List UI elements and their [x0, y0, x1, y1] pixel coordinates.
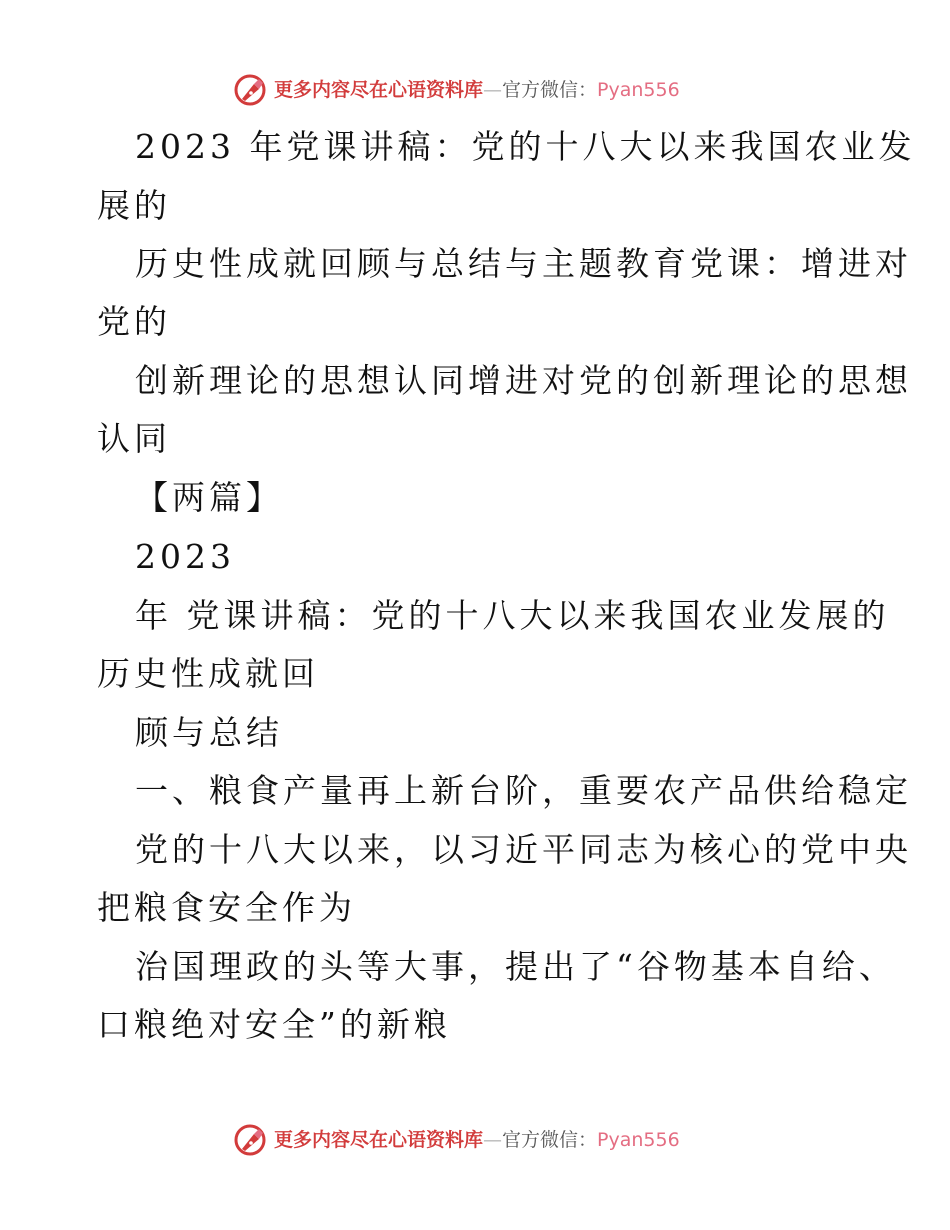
header-banner-main: 更多内容尽在心语资料库: [274, 79, 484, 101]
text-line: 治国理政的头等大事，提出了“谷物基本自给、: [135, 947, 896, 986]
text-line: 认同: [97, 419, 171, 458]
text-line: 党的: [97, 302, 171, 341]
header-banner-wechat-id: Pyan556: [597, 79, 680, 101]
text-line: 2023: [135, 537, 235, 576]
header-banner-sep: —: [483, 79, 503, 101]
footer-banner-main: 更多内容尽在心语资料库: [274, 1129, 484, 1151]
text-line: 党的十八大以来，以习近平同志为核心的党中央: [135, 830, 912, 869]
text-line: 2023 年党课讲稿：党的十八大以来我国农业发: [135, 127, 916, 166]
text-line: 顾与总结: [135, 713, 283, 752]
text-line: 年 党课讲稿：党的十八大以来我国农业发展的: [135, 596, 890, 635]
footer-banner: [0, 1120, 950, 1160]
text-line: 创新理论的思想认同增进对党的创新理论的思想: [135, 361, 912, 400]
text-line: 口粮绝对安全”的新粮: [97, 1005, 451, 1044]
footer-banner-wechat-label: 官方微信：: [502, 1129, 598, 1151]
text-line: 历史性成就回: [97, 654, 319, 693]
text-line: 【两篇】: [135, 478, 283, 517]
header-banner: [0, 70, 950, 110]
text-line: 展的: [97, 186, 171, 225]
footer-banner-sep: —: [483, 1129, 503, 1151]
text-line: 把粮食安全作为: [97, 888, 356, 927]
footer-banner-wechat-id: Pyan556: [597, 1129, 680, 1151]
pen-nib-logo-icon: [232, 1122, 268, 1158]
text-line: 一、粮食产量再上新台阶，重要农产品供给稳定: [135, 771, 912, 810]
pen-nib-logo-icon: [232, 72, 268, 108]
header-banner-wechat-label: 官方微信：: [502, 79, 598, 101]
header-banner-text: [274, 78, 680, 102]
footer-banner-text: [274, 1128, 680, 1152]
text-line: 历史性成就回顾与总结与主题教育党课：增进对: [135, 244, 912, 283]
